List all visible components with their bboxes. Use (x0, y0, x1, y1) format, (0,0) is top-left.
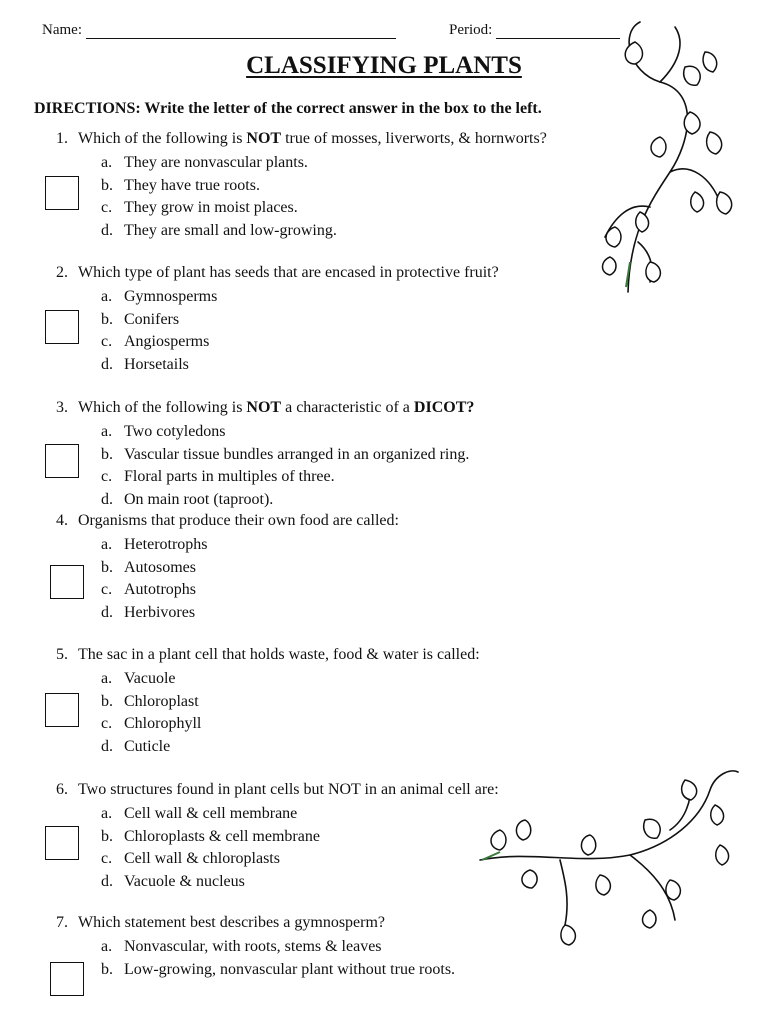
option-text: Chloroplasts & cell membrane (124, 827, 320, 845)
option-letter: d. (101, 737, 113, 755)
answer-option (101, 445, 469, 465)
option-letter: d. (101, 355, 113, 373)
question-number: 4. (56, 512, 68, 529)
answer-option (101, 221, 337, 241)
question-5-text (56, 646, 480, 664)
answer-option (101, 422, 226, 442)
answer-option (101, 535, 208, 555)
option-letter: a. (101, 536, 113, 553)
vine-bottom-right-decoration (470, 760, 760, 980)
question-number: 1. (56, 130, 68, 147)
option-text: Gymnosperms (124, 288, 218, 305)
option-text: Chloroplast (124, 692, 199, 710)
option-text: Cell wall & chloroplasts (124, 850, 280, 867)
option-text: Cuticle (124, 737, 171, 755)
answer-option (101, 603, 195, 623)
option-text: Autotrophs (124, 581, 196, 598)
option-letter: d. (101, 872, 113, 890)
option-text: They are small and low-growing. (124, 221, 337, 239)
option-text: Cell wall & cell membrane (124, 805, 298, 822)
answer-option (101, 669, 176, 689)
question-2-text (56, 264, 499, 282)
option-text: Heterotrophs (124, 536, 208, 553)
option-letter: b. (101, 692, 113, 710)
question-text-part: NOT (246, 399, 282, 416)
question-number: 7. (56, 914, 68, 931)
answer-box-q3[interactable] (45, 444, 79, 478)
answer-option (101, 310, 179, 330)
answer-option (101, 737, 170, 757)
answer-option (101, 804, 297, 824)
question-text-part: Which of the following is (78, 399, 247, 416)
option-text: Floral parts in multiples of three. (124, 468, 335, 485)
answer-option (101, 287, 217, 307)
option-letter: c. (101, 199, 113, 216)
answer-option (101, 332, 209, 352)
option-text: They have true roots. (124, 176, 260, 194)
answer-option (101, 714, 201, 734)
answer-option (101, 467, 335, 487)
answer-box-q2[interactable] (45, 310, 79, 344)
option-letter: a. (101, 423, 113, 440)
answer-box-q5[interactable] (45, 693, 79, 727)
answer-option (101, 198, 298, 218)
period-label: Period: (449, 22, 493, 38)
vine-top-right-decoration (590, 12, 760, 302)
question-text-part: Which of the following is (78, 130, 247, 147)
option-text: They grow in moist places. (124, 199, 298, 216)
option-text: Low-growing, nonvascular plant without true roots. (124, 960, 456, 978)
option-text: Autosomes (124, 558, 196, 576)
option-text: They are nonvascular plants. (124, 154, 308, 171)
option-letter: b. (101, 558, 113, 576)
option-letter: c. (101, 468, 113, 485)
answer-option (101, 580, 196, 600)
option-text: Vacuole (124, 670, 176, 687)
option-letter: a. (101, 670, 113, 687)
option-text: On main root (taproot). (124, 490, 274, 508)
answer-option (101, 872, 245, 892)
name-field (42, 22, 396, 39)
option-letter: a. (101, 288, 113, 305)
question-text-part: Which type of plant has seeds that are encased in protective fruit? (78, 264, 499, 281)
answer-option (101, 558, 196, 578)
option-letter: a. (101, 938, 113, 955)
question-7-text (56, 914, 385, 932)
question-3-text (56, 399, 474, 417)
option-letter: c. (101, 850, 113, 867)
question-text-part: The sac in a plant cell that holds waste, food & water is called: (78, 646, 480, 663)
answer-option (101, 355, 189, 375)
answer-box-q4[interactable] (50, 565, 84, 599)
name-label: Name: (42, 22, 82, 38)
question-number: 3. (56, 399, 68, 416)
question-number: 2. (56, 264, 68, 281)
question-number: 6. (56, 781, 68, 798)
option-letter: b. (101, 310, 113, 328)
answer-box-q6[interactable] (45, 826, 79, 860)
option-letter: b. (101, 176, 113, 194)
option-text: Conifers (124, 310, 180, 328)
option-letter: d. (101, 221, 113, 239)
question-text-part: Organisms that produce their own food are called: (78, 512, 399, 529)
option-text: Vascular tissue bundles arranged in an organized ring. (124, 445, 470, 463)
answer-option (101, 937, 382, 957)
option-text: Herbivores (124, 603, 196, 621)
answer-option (101, 176, 260, 196)
option-letter: d. (101, 603, 113, 621)
option-letter: d. (101, 490, 113, 508)
option-letter: c. (101, 581, 113, 598)
option-text: Vacuole & nucleus (124, 872, 245, 890)
question-text-part: Two structures found in plant cells but NOT in an animal cell are: (78, 781, 499, 798)
option-text: Chlorophyll (124, 715, 202, 732)
name-blank[interactable] (86, 24, 396, 39)
answer-box-q1[interactable] (45, 176, 79, 210)
option-letter: c. (101, 333, 113, 350)
option-letter: c. (101, 715, 113, 732)
question-text-part: a characteristic of a (281, 399, 414, 416)
answer-option (101, 692, 199, 712)
question-1-text (56, 130, 547, 148)
answer-option (101, 827, 320, 847)
option-letter: b. (101, 445, 113, 463)
option-text: Nonvascular, with roots, stems & leaves (124, 938, 382, 955)
answer-option (101, 960, 455, 980)
option-letter: b. (101, 827, 113, 845)
answer-option (101, 849, 280, 869)
question-text-part: DICOT? (413, 399, 475, 416)
option-text: Angiosperms (124, 333, 210, 350)
question-6-text (56, 781, 499, 799)
option-letter: b. (101, 960, 113, 978)
answer-option (101, 490, 273, 510)
option-letter: a. (101, 805, 113, 822)
answer-box-q7[interactable] (50, 962, 84, 996)
question-text-part: Which statement best describes a gymnosperm? (78, 914, 386, 931)
option-text: Horsetails (124, 355, 189, 373)
option-letter: a. (101, 154, 113, 171)
question-number: 5. (56, 646, 68, 663)
directions: DIRECTIONS: Write the letter of the correct answer in the box to the left. (34, 100, 542, 117)
answer-option (101, 153, 308, 173)
question-text-part: NOT (246, 130, 282, 147)
page-title: CLASSIFYING PLANTS (246, 52, 522, 79)
question-text-part: true of mosses, liverworts, & hornworts? (281, 130, 547, 147)
option-text: Two cotyledons (124, 423, 226, 440)
question-4-text (56, 512, 399, 530)
